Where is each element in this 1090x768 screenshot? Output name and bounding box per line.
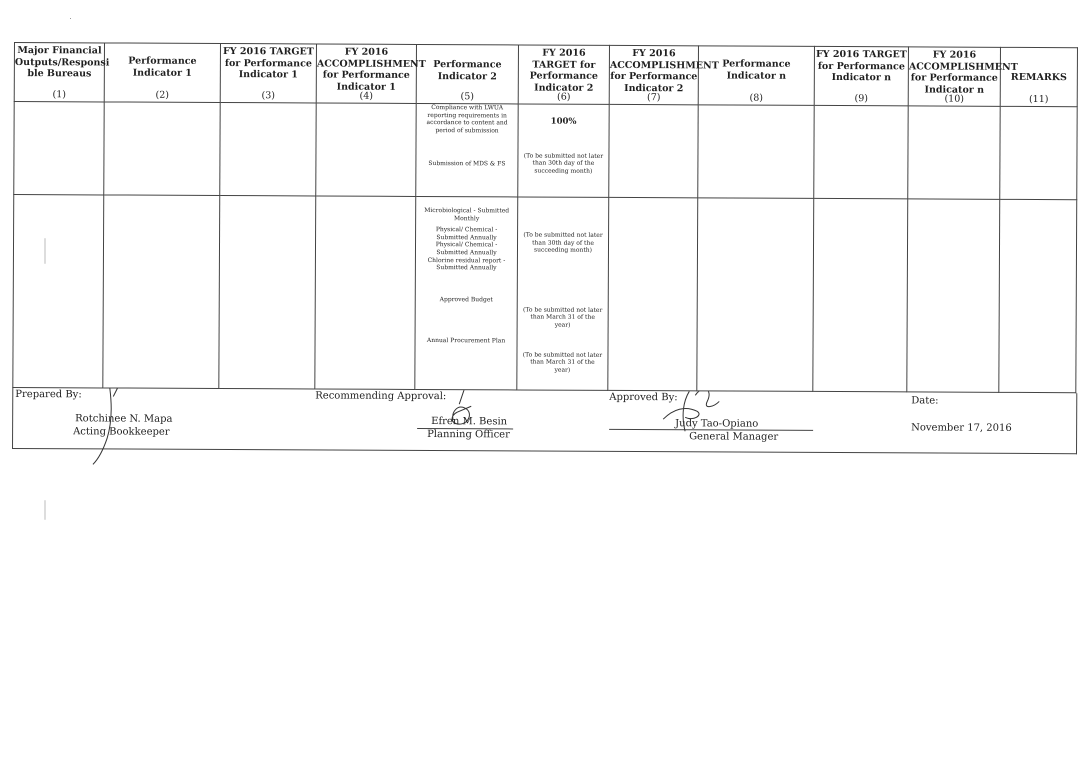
col-header-indicator-2: Performance Indicator 2 (5) [416,44,518,103]
cell-empty [315,196,416,389]
cell-indicator-2 [415,196,518,389]
cell-empty [814,105,908,198]
cell-indicator-2 [416,103,518,196]
col-header-accomplishment-n: FY 2016 ACCOMPLISHMENT for Performance Indicator n (10) [908,47,1000,106]
report-form [12,42,1077,454]
col-header-indicator-n: Performance Indicator n (8) [698,46,814,106]
cell-empty [13,195,104,388]
cell-empty [608,197,698,390]
header-row [14,43,1077,107]
col-header-accomplishment-1: FY 2016 ACCOMPLISHMENT for Performance Indicator 1 (4) [316,44,416,103]
prepared-by-name: Rotchinee N. Mapa [75,413,173,425]
recommending-name: Efren M. Besin [431,416,508,428]
cell-empty [316,103,416,196]
target-item: (To be submitted not later than March 31 of the year) [523,306,603,329]
col-header-target-1: FY 2016 TARGET for Performance Indicator 1 (3) [220,44,316,103]
date-label: Date: [911,395,939,407]
approved-name: Judy Tao-Opiano [675,418,759,430]
indicator-item: Microbiological - Submitted Monthly [424,207,510,222]
prepared-by-title: Acting Bookkeeper [73,426,170,438]
indicator-item: Compliance with LWUA reporting requirements in accordance to content and period of submission [426,104,508,135]
target-item: 100% [550,116,577,127]
cell-empty [103,195,220,389]
cell-target-2 [518,104,609,197]
indicator-item: Chlorine residual report - Submitted Annually [427,256,506,272]
cell-empty [698,105,814,199]
scan-speck [70,18,71,19]
cell-empty [999,199,1077,392]
target-item: (To be submitted not later than 30th day of the succeeding month) [523,152,604,175]
date-value: November 17, 2016 [911,422,1012,434]
indicator-item: Annual Procurement Plan [426,337,506,345]
table-row [14,102,1077,200]
recommending-title: Planning Officer [427,429,510,441]
col-header-remarks: REMARKS (11) [1000,47,1077,106]
prepared-by-label: Prepared By: [15,389,82,401]
cell-empty [14,102,104,195]
cell-target-2 [517,197,609,390]
cell-empty [1000,106,1077,199]
approved-title: General Manager [689,431,779,443]
indicator-item: Approved Budget [439,295,493,304]
cell-empty [220,103,316,196]
col-header-target-2: FY 2016 TARGET for Performance Indicator 2 (6) [518,45,609,104]
cell-empty [219,196,316,389]
table-row [13,195,1077,393]
col-header-accomplishment-2: FY 2016 ACCOMPLISHMENT for Performance Indicator 2 (7) [609,45,698,104]
target-item: (To be submitted not later than March 31 of the year) [522,351,603,374]
cell-empty [104,102,220,196]
target-item: (To be submitted not later than 30th day of the succeeding month) [523,231,603,255]
performance-table [12,42,1078,393]
indicator-item: Submission of MDS & FS [428,160,506,168]
col-header-indicator-1: Performance Indicator 1 (2) [104,43,220,103]
handwritten-signature-marks [13,388,1076,473]
indicator-item: Physical/ Chemical - Submitted Annually [435,241,498,257]
indicator-item: Physical/ Chemical - Submitted Annually [435,226,498,242]
cell-empty [609,104,698,197]
col-header-target-n: FY 2016 TARGET for Performance Indicator n (9) [814,46,908,105]
cell-empty [813,198,908,391]
cell-empty [908,106,1000,199]
signature-block [12,388,1077,454]
cell-empty [697,198,814,392]
cell-empty [907,199,1000,392]
scan-speck [44,238,46,264]
col-header-major-outputs: Major Financial Outputs/Responsi ble Bureaus (1) [14,43,104,102]
recommending-approval-label: Recommending Approval: [315,390,447,403]
approved-by-label: Approved By: [609,391,678,404]
scan-speck [44,500,46,520]
